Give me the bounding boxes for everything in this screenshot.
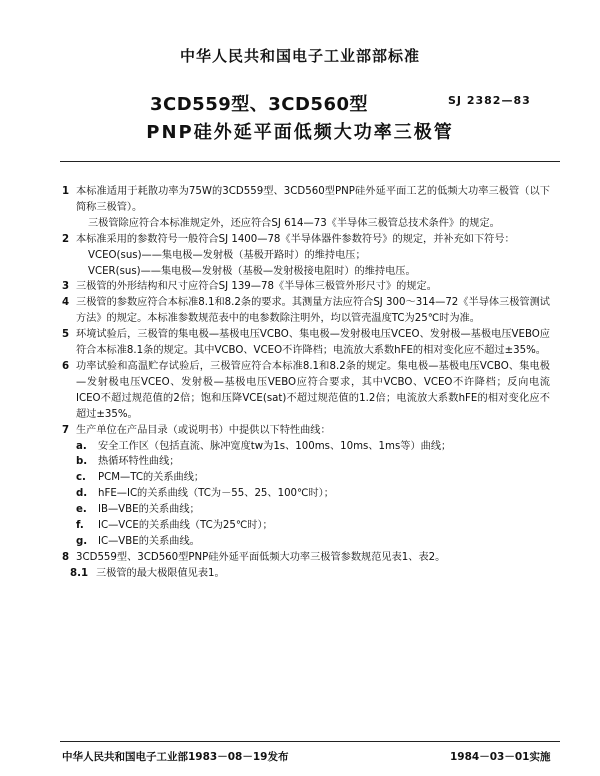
clause-3 xyxy=(62,279,550,295)
clause-number: 2 xyxy=(62,233,70,245)
curve-item-g xyxy=(62,534,550,550)
footer-divider xyxy=(60,741,560,742)
curve-text: IC—VCE的关系曲线（TC为25℃时）； xyxy=(98,520,273,532)
clause-number: 5 xyxy=(62,329,70,341)
curve-item-d xyxy=(62,486,550,502)
clause-number: 4 xyxy=(62,297,70,309)
clause-text: 3CD559型、3CD560型PNP硅外延平面低频大功率三极管参数规范见表1、表2。 xyxy=(76,551,446,563)
curve-text: IC—VBE的关系曲线。 xyxy=(98,535,200,547)
clause-text: 本标准采用的参数符号一般符合SJ 1400—78《半导体器件参数符号》的规定，并补充如下符号： xyxy=(76,233,515,245)
curve-text: 热循环特性曲线； xyxy=(98,456,180,468)
clause-6 xyxy=(62,359,550,423)
issuing-authority: 中华人民共和国电子工业部部标准 xyxy=(179,47,420,65)
curve-label: g. xyxy=(76,535,88,547)
curve-item-e xyxy=(62,502,550,518)
clause-1 xyxy=(62,184,550,216)
curve-label: e. xyxy=(76,504,87,516)
curve-item-c xyxy=(62,470,550,486)
clause-number: 8.1 xyxy=(70,567,89,579)
curve-text: IB—VBE的关系曲线； xyxy=(98,504,200,516)
effective-date: 1984－03－01实施 xyxy=(450,751,551,763)
curve-text: 安全工作区（包括直流、脉冲宽度tw为1s、100ms、10ms、1ms等）曲线； xyxy=(98,440,452,452)
clause-7 xyxy=(62,423,550,439)
symbol-definition-vcer-sus: VCER(sus)——集电极—发射极（基极—发射极接电阻时）的维持电压。 xyxy=(88,265,416,277)
clause-2 xyxy=(62,232,550,248)
standard-code: SJ 2382—83 xyxy=(448,94,531,107)
header-divider xyxy=(60,161,560,162)
clause-text: 三极管的最大极限值见表1。 xyxy=(96,567,225,579)
clause-text: 环境试验后，三极管的集电极—基极电压VCBO、集电极—发射极电压VCEO、发射极—基极电压VEBO应符合本标准8.1条的规定。其中VCBO、VCEO不许降档；电流放大系数hFE的相对变化应不超过±35%。 xyxy=(76,329,550,357)
clause-text: 生产单位在产品目录（或说明书）中提供以下特性曲线： xyxy=(76,424,331,436)
clause-text: 本标准适用于耗散功率为75W的3CD559型、3CD560型PNP硅外延平面工艺的低频大功率三极管（以下简称三极管）。 xyxy=(76,186,550,213)
clause-number: 7 xyxy=(62,424,70,436)
curve-label: c. xyxy=(76,472,86,484)
clause-number: 6 xyxy=(62,360,70,372)
issue-date: 中华人民共和国电子工业部1983－08－19发布 xyxy=(62,751,289,763)
curve-label: a. xyxy=(76,440,87,452)
clause-number: 1 xyxy=(62,186,70,197)
clause-number: 8 xyxy=(62,551,70,563)
clause-8-1 xyxy=(62,566,550,582)
document-title: PNP硅外延平面低频大功率三极管 xyxy=(146,122,454,143)
document-body xyxy=(62,184,550,582)
curve-item-f xyxy=(62,518,550,534)
clause-text: 三极管的参数应符合本标准8.1和8.2条的要求。其测量方法应符合SJ 300～314—72《半导体三极管测试方法》的规定。本标准参数规范表中的电参数除注明外，均以管壳温度TC为25℃时为准。 xyxy=(76,297,550,325)
curve-item-b xyxy=(62,454,550,470)
clause-text: 功率试验和高温贮存试验后，三极管应符合本标准8.1和8.2条的规定。集电极—基极电压VCBO、集电极—发射极电压VCEO、发射极—基极电压VEBO应符合要求，其中VCBO、VCEO不许降档；反向电流ICEO不超过规范值的2倍；饱和压降VCE(sat)不超过规范值的1.2倍；电流放大系数hFE的相对变化应不超过±35%。 xyxy=(76,360,550,420)
clause-1-paragraph-2: 三极管除应符合本标准规定外，还应符合SJ 614—73《半导体三极管总技术条件》的规定。 xyxy=(88,217,500,229)
curve-item-a xyxy=(62,439,550,455)
symbol-definition-vceo-sus: VCEO(sus)——集电极—发射极（基极开路时）的维持电压； xyxy=(88,249,366,261)
curve-text: PCM—TC的关系曲线； xyxy=(98,472,205,484)
clause-8 xyxy=(62,550,550,566)
document-title-models: 3CD559型、3CD560型 xyxy=(150,94,368,115)
curve-label: f. xyxy=(76,520,84,532)
curve-text: hFE—IC的关系曲线（TC为－55、25、100℃时）； xyxy=(98,488,334,500)
clause-number: 3 xyxy=(62,281,70,293)
curve-label: b. xyxy=(76,456,88,468)
clause-text: 三极管的外形结构和尺寸应符合SJ 139—78《半导体三极管外形尺寸》的规定。 xyxy=(76,281,437,293)
clause-4 xyxy=(62,295,550,327)
clause-5 xyxy=(62,327,550,359)
curve-label: d. xyxy=(76,488,88,500)
